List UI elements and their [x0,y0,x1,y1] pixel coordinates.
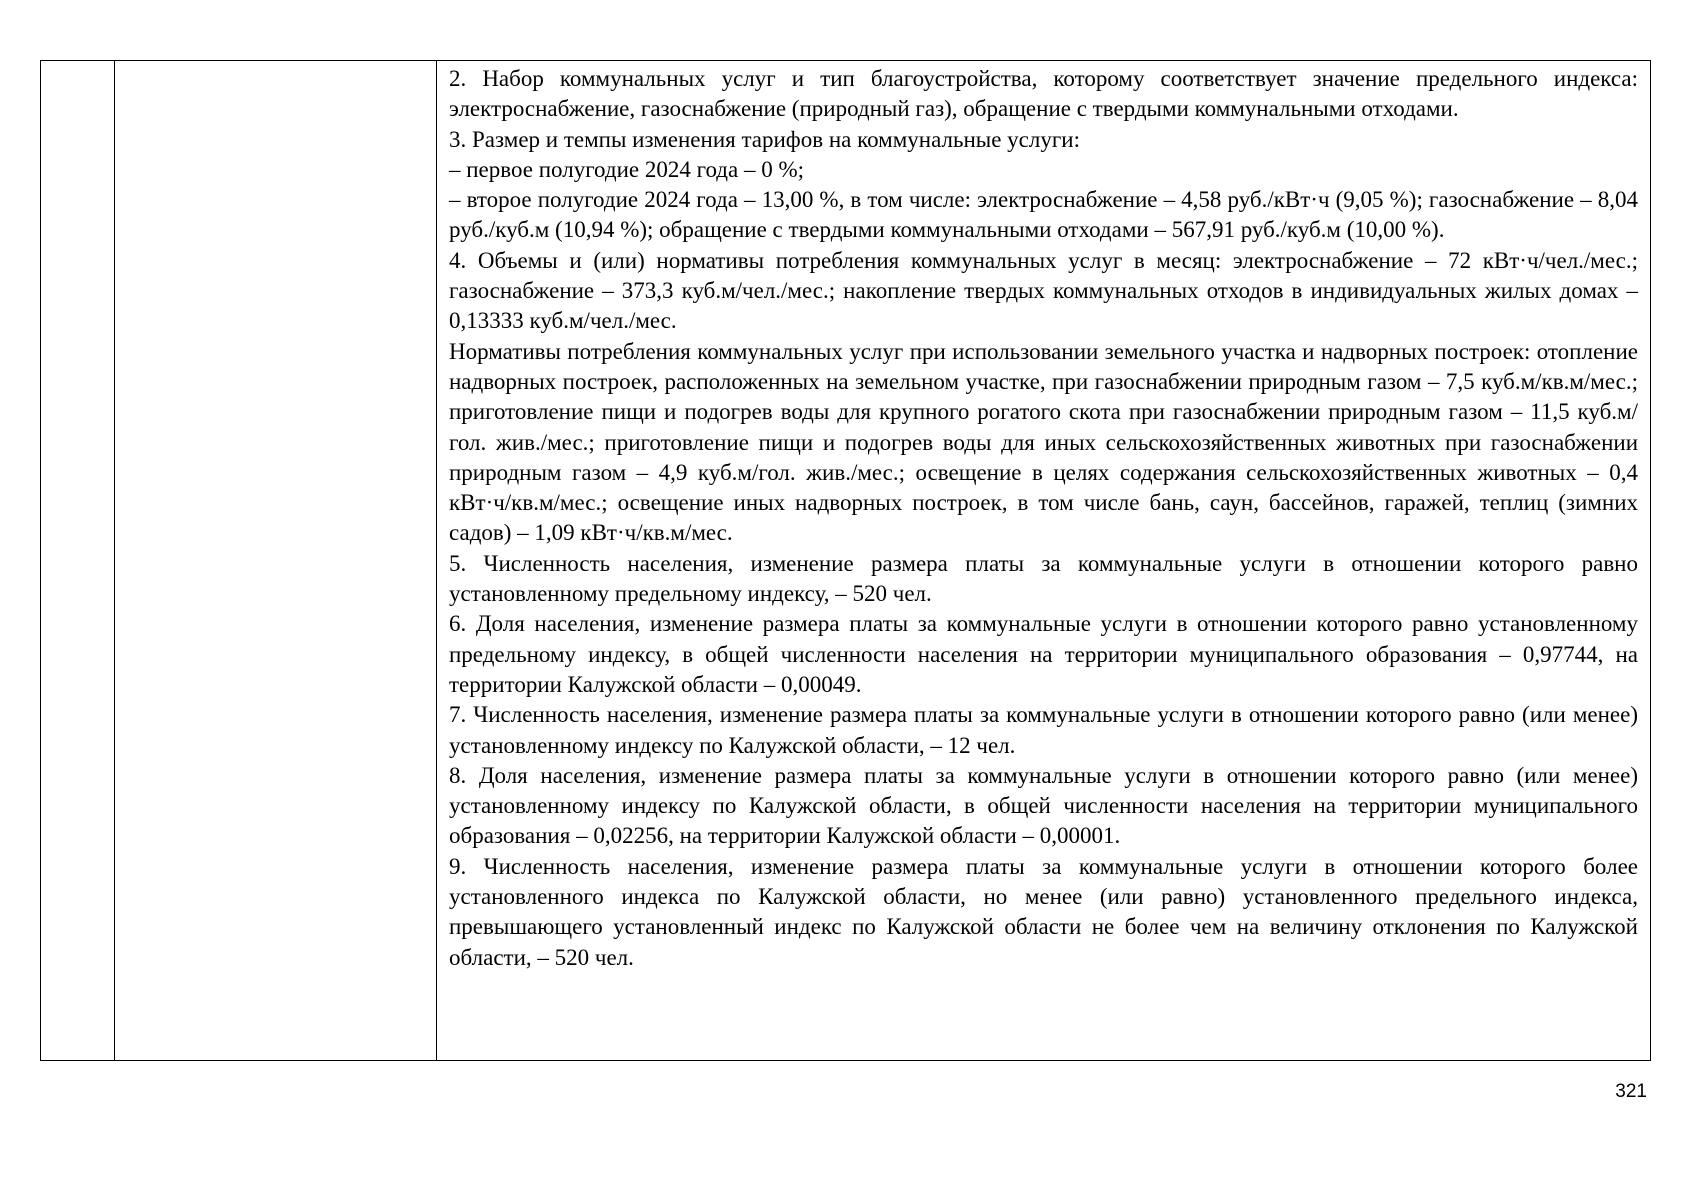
paragraph-item-3-first-half: – первое полугодие 2024 года – 0 %; [449,156,805,182]
paragraph-item-2: 2. Набор коммунальных услуг и тип благоустройства, которому соответствует значение предельного индекса: электроснабжение, газоснабжение (природный газ), обращение с твердыми коммунальными отходами. [449,66,1638,122]
table-column-name [115,61,437,1060]
paragraph-item-4: 4. Объемы и (или) нормативы потребления коммунальных услуг в месяц: электроснабжение – 72 кВт·ч/чел./мес.; газоснабжение – 373,3 куб.м/чел./мес.; накопление твердых коммунальных отходов в индивидуальных жилых домах – 0,13333 куб.м/чел./мес. [449,247,1638,334]
page-number: 321 [1615,1081,1647,1102]
paragraph-item-8: 8. Доля населения, изменение размера платы за коммунальные услуги в отношении которого равно (или менее) установленному индексу по Калужской области, в общей численности населения на территории муниципального образования – 0,02256, на территории Калужской области – 0,00001. [449,762,1638,849]
paragraph-item-3: 3. Размер и темпы изменения тарифов на коммунальные услуги: [449,126,1080,152]
paragraph-item-3-second-half: – второе полугодие 2024 года – 13,00 %, в том числе: электроснабжение – 4,58 руб./кВт·ч (9,05 %); газоснабжение – 8,04 руб./куб.м (10,94 %); обращение с твердыми коммунальными отходами – 567,91 руб./куб.м (10,00 %). [449,187,1638,243]
document-table [40,60,1651,1061]
table-column-number [41,61,115,1060]
paragraph-item-4-norms: Нормативы потребления коммунальных услуг при использовании земельного участка и надворных построек: отопление надворных построек, расположенных на земельном участке, при газоснабжении природным газом – 7,5 куб.м/кв.м/мес.; приготовление пищи и подогрев воды для крупного рогатого скота при газоснабжении природным газом – 11,5 куб.м/гол. жив./мес.; приготовление пищи и подогрев воды для иных сельскохозяйственных животных при газоснабжении природным газом – 4,9 куб.м/гол. жив./мес.; освещение в целях содержания сельскохозяйственных животных – 0,4 кВт·ч/кв.м/мес.; освещение иных надворных построек, в том числе бань, саун, бассейнов, гаражей, теплиц (зимних садов) – 1,09 кВт·ч/кв.м/мес. [449,338,1638,546]
paragraph-item-6: 6. Доля населения, изменение размера платы за коммунальные услуги в отношении которого равно установленному предельному индексу, в общей численности населения на территории муниципального образования – 0,97744, на территории Калужской области – 0,00049. [449,611,1638,697]
table-column-content [437,61,1650,1060]
paragraph-item-9: 9. Численность населения, изменение размера платы за коммунальные услуги в отношении которого более установленного индекса по Калужской области, но менее (или равно) установленного предельного индекса, превышающего установленный индекс по Калужской области не более чем на величину отклонения по Калужской области, – 520 чел. [449,853,1638,970]
paragraph-item-5: 5. Численность населения, изменение размера платы за коммунальные услуги в отношении которого равно установленному предельному индексу, – 520 чел. [449,550,1638,607]
paragraph-item-7: 7. Численность населения, изменение размера платы за коммунальные услуги в отношении которого равно (или менее) установленному индексу по Калужской области, – 12 чел. [449,702,1638,758]
